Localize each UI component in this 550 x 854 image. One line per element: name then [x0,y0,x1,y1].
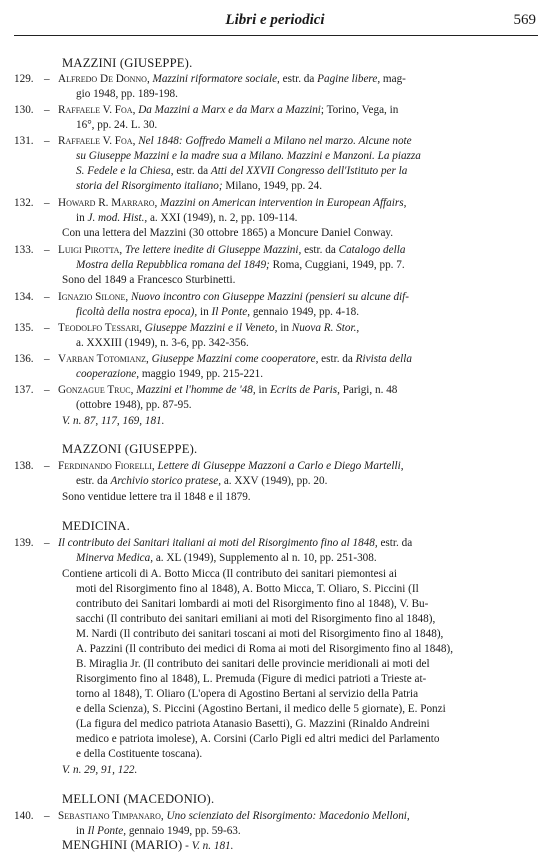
entry-139-contents-5: M. Nardi (Il contributo dei sanitari toscani ai moti del Risorgimento fino al 1848), [76,628,444,640]
entry-139-contents-1: Contiene articoli di A. Botto Micca (Il contributo dei sanitari piemontesi ai [62,568,397,580]
entry-129-line-2: gio 1948, pp. 189-198. [76,88,178,100]
section-heading-mazzini: MAZZINI (GIUSEPPE). [62,56,193,70]
entry-134: 134. – Ignazio Silone, Nuovo incontro con Giuseppe Mazzini (pensieri su alcune dif- [14,291,409,303]
entry-139-line-2: Minerva Medica, a. XL (1949), Supplemento al n. 10, pp. 251-308. [76,552,377,564]
entry-138-note: Sono ventidue lettere tra il 1848 e il 1879. [62,491,251,503]
entry-136: 136. – Varban Totomianz, Giuseppe Mazzini come cooperatore, estr. da Rivista della [14,353,412,365]
entry-134-line-2: ficoltà della nostra epoca), in Il Ponte, gennaio 1949, pp. 4-18. [76,306,360,318]
entry-132: 132. – Howard R. Marraro, Mazzini on American intervention in European Affairs, [14,197,407,209]
entry-140: 140. – Sebastiano Timpanaro, Uno scienziato del Risorgimento: Macedonio Melloni, [14,810,410,822]
entry-139-contents-6: A. Pazzini (Il contributo dei medici di Roma ai moti del Risorgimento fino al 1848), [76,643,453,655]
entry-138-line-2: estr. da Archivio storico pratese, a. XXV (1949), pp. 20. [76,475,328,487]
entry-139-contents-13: e della Costituente toscana). [76,748,203,760]
entry-139-contents-8: Risorgimento fino al 1848), L. Premuda (Figure di medici patrioti a Trieste at- [76,673,427,685]
header-rule [14,35,538,36]
entry-132-line-2: in J. mod. Hist., a. XXI (1949), n. 2, pp. 109-114. [76,212,298,224]
entry-135-line-2: a. XXXIII (1949), n. 3-6, pp. 342-356. [76,337,249,349]
entry-133-line-2: Mostra della Repubblica romana del 1849; Roma, Cuggiani, 1949, pp. 7. [76,259,405,271]
entry-138: 138. – Ferdinando Fiorelli, Lettere di Giuseppe Mazzoni a Carlo e Diego Martelli, [14,460,404,472]
entry-135: 135. – Teodolfo Tessari, Giuseppe Mazzini e il Veneto, in Nuova R. Stor., [14,322,360,334]
entry-139-contents-3: contributo dei Sanitari lombardi ai moti del Risorgimento fino al 1848), V. Bu- [76,598,429,610]
entry-author: Varban Totomianz, [58,353,149,365]
cross-reference: V. n. 29, 91, 122. [62,764,138,776]
entry-131-line-4: storia del Risorgimento italiano; Milano, 1949, pp. 24. [76,180,323,192]
entry-author: Gonzague Truc, [58,384,134,396]
entry-139: 139. – Il contributo dei Sanitari italiani ai moti del Risorgimento fino al 1848, estr. da [14,537,413,549]
entry-author: Howard R. Marraro, [58,197,158,209]
entry-author: Ignazio Silone, [58,291,129,303]
entry-author: Luigi Pirotta, [58,244,123,256]
entry-133-note: Sono del 1849 a Francesco Sturbinetti. [62,274,236,286]
entry-130: 130. – Raffaele V. Foa, Da Mazzini a Marx e da Marx a Mazzini; Torino, Vega, in [14,104,399,116]
entry-131-line-2: su Giuseppe Mazzini e la madre sua a Milano. Mazzini e Manzoni. La piazza [76,150,421,162]
section-heading-medicina: MEDICINA. [62,519,130,533]
entry-139-contents-7: B. Miraglia Jr. (Il contributo dei sanitari delle provincie meridionali ai moti del [76,658,430,670]
entry-139-contents-10: e della Scienza), S. Piccini (Agostino Bertani, il medico delle 5 giornate), E. Ponzi [76,703,446,715]
entry-139-contents-11: (La figura del medico patriota Atanasio Basetti), G. Mazzini (Rinaldo Andreini [76,718,430,730]
section-heading-melloni: MELLONI (MACEDONIO). [62,792,215,806]
entry-132-note: Con una lettera del Mazzini (30 ottobre 1865) a Moncure Daniel Conway. [62,227,394,239]
entry-136-line-2: cooperazione, maggio 1949, pp. 215-221. [76,368,264,380]
page-number: 569 [513,12,536,28]
page-header [14,12,536,34]
entry-author: Sebastiano Timpanaro, [58,810,164,822]
entry-139-contents-9: torno al 1848), T. Oliaro (L'opera di Agostino Bertani al servizio della Patria [76,688,419,700]
entry-139-contents-4: sacchi (Il contributo dei sanitari emiliani ai moti del Risorgimento fino al 1848), [76,613,436,625]
entry-131-line-3: S. Fedele e la Chiesa, estr. da Atti del XXVII Congresso dell'Istituto per la [76,165,408,177]
entry-137-line-2: (ottobre 1948), pp. 87-95. [76,399,192,411]
entry-author: Teodolfo Tessari, [58,322,142,334]
entry-author: Ferdinando Fiorelli, [58,460,155,472]
entry-130-line-2: 16°, pp. 24. L. 30. [76,119,158,131]
entry-author: Alfredo De Donno, [58,73,150,85]
entry-author: Raffaele V. Foa, [58,135,136,147]
entry-137: 137. – Gonzague Truc, Mazzini et l'homme de '48, in Ecrits de Paris, Parigi, n. 48 [14,384,398,396]
entry-139-contents-12: medico e patriota imolese), A. Corsini (Carlo Pigli ed altri medici del Parlamento [76,733,440,745]
entry-129: 129. – Alfredo De Donno, Mazzini riformatore sociale, estr. da Pagine libere, mag- [14,73,406,85]
entry-140-line-2: in Il Ponte, gennaio 1949, pp. 59-63. [76,825,241,837]
entry-139-contents-2: moti del Risorgimento fino al 1848), A. Botto Micca, T. Oliaro, S. Piccini (Il [76,583,419,595]
entry-131: 131. – Raffaele V. Foa, Nel 1848: Goffredo Mameli a Milano nel marzo. Alcune note [14,135,412,147]
entry-133: 133. – Luigi Pirotta, Tre lettere inedite di Giuseppe Mazzini, estr. da Catalogo della [14,244,406,256]
entry-author: Raffaele V. Foa, [58,104,136,116]
cross-reference: V. n. 87, 117, 169, 181. [62,415,165,427]
section-heading-menghini: MENGHINI (MARIO) - V. n. 181. [62,838,234,852]
running-title: Libri e periodici [225,12,325,28]
section-heading-mazzoni: MAZZONI (GIUSEPPE). [62,442,198,456]
